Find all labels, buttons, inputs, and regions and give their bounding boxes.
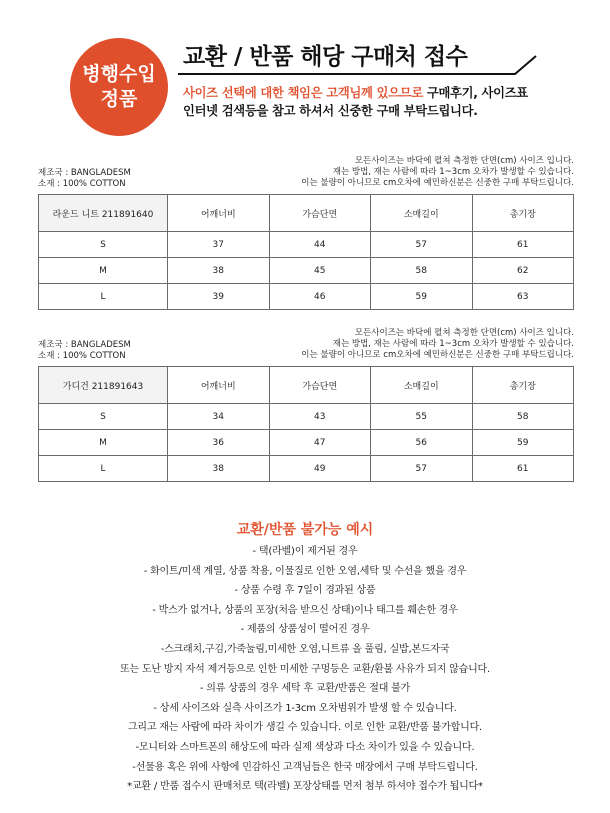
table-cell: 58: [371, 258, 473, 284]
table-header-row: [39, 195, 574, 232]
table-cell: 37: [168, 232, 270, 258]
table-cell: S: [39, 404, 168, 430]
table-header-cell: 가슴단면: [269, 367, 371, 404]
table-cell: 44: [269, 232, 371, 258]
origin-text: 제조국 : BANGLADESM: [38, 168, 131, 178]
table-header-cell: 가슴단면: [269, 195, 371, 232]
table-row: [39, 258, 574, 284]
table-header-cell: 어깨너비: [168, 367, 270, 404]
caution-list: [0, 542, 610, 797]
measure-note-3: 이는 불량이 아니므로 cm오차에 예민하신분은 신중한 구매 부탁드립니다.: [301, 178, 574, 188]
table-cell: 56: [371, 430, 473, 456]
table-header-cell: 총기장: [472, 367, 574, 404]
table-cell: 36: [168, 430, 270, 456]
table-header-cell: 소매길이: [371, 367, 473, 404]
table-cell: S: [39, 232, 168, 258]
table-cell: M: [39, 430, 168, 456]
notice-red-text: 사이즈 선택에 대한 책임은 고객님께 있으므로: [183, 86, 423, 100]
table-cell: 57: [371, 232, 473, 258]
table-cell: 45: [269, 258, 371, 284]
table-cell: 47: [269, 430, 371, 456]
table-row: [39, 456, 574, 482]
caution-line: -선물용 혹은 위에 사항에 민감하신 고객님들은 한국 매장에서 구매 부탁드립니다.: [132, 761, 478, 773]
caution-line: 그리고 재는 사람에 따라 차이가 생길 수 있습니다. 이로 인한 교환/반품 불가합니다.: [127, 722, 483, 734]
table-cell: 61: [472, 232, 574, 258]
caution-line: -스크래치,구김,가죽눌림,미세한 오염,니트류 올 풀림, 실밥,본드자국: [160, 643, 450, 655]
table-header-cell: 소매길이: [371, 195, 473, 232]
table-cell: 59: [472, 430, 574, 456]
table-cell: 58: [472, 404, 574, 430]
table-cell: 38: [168, 456, 270, 482]
product-meta: [38, 340, 131, 362]
table-cell: 62: [472, 258, 574, 284]
table-cell: 57: [371, 456, 473, 482]
table-row: [39, 284, 574, 310]
caution-line: - 박스가 없거나, 상품의 포장(처음 받으신 상태)이나 태그를 훼손한 경우: [152, 604, 458, 616]
table-cell: 63: [472, 284, 574, 310]
notice-text: 구매후기, 사이즈표: [422, 86, 528, 100]
caution-line: - 화이트/미색 계열, 상품 착용, 이물질로 인한 오염,세탁 및 수선을 했을 경우: [143, 565, 467, 577]
product-meta: [38, 168, 131, 190]
table-row: [39, 404, 574, 430]
badge-line2: 정품: [100, 88, 138, 110]
size-table: [38, 194, 574, 310]
badge-line1: 병행수입: [82, 63, 156, 85]
table-row: [39, 430, 574, 456]
measure-note-2: 재는 방법, 재는 사람에 따라 1~3cm 오차가 발생할 수 있습니다.: [332, 167, 574, 177]
table-header-cell: 라운드 니트 211891640: [39, 195, 168, 232]
table-cell: 46: [269, 284, 371, 310]
table-cell: L: [39, 456, 168, 482]
caution-line: 또는 도난 방지 자석 제거등으로 인한 미세한 구멍등은 교환/환불 사유가 되지 않습니다.: [119, 663, 490, 675]
measure-note-1: 모든사이즈는 바닥에 펼쳐 측정한 단면(cm) 사이즈 입니다.: [354, 156, 574, 166]
table-cell: 39: [168, 284, 270, 310]
parallel-import-badge: [70, 38, 168, 136]
measure-note-2: 재는 방법, 재는 사람에 따라 1~3cm 오차가 발생할 수 있습니다.: [332, 339, 574, 349]
table-row: [39, 232, 574, 258]
measure-note-3: 이는 불량이 아니므로 cm오차에 예민하신분은 신중한 구매 부탁드립니다.: [301, 350, 574, 360]
table-cell: 59: [371, 284, 473, 310]
material-text: 소재 : 100% COTTON: [38, 179, 126, 189]
caution-line: - 제품의 상품성이 떨어진 경우: [240, 624, 370, 636]
table-cell: 34: [168, 404, 270, 430]
table-cell: M: [39, 258, 168, 284]
measure-note-1: 모든사이즈는 바닥에 펼쳐 측정한 단면(cm) 사이즈 입니다.: [354, 328, 574, 338]
caution-line: - 택(라벨)이 제거된 경우: [252, 546, 358, 557]
table-cell: 61: [472, 456, 574, 482]
caution-line: - 의류 상품의 경우 세탁 후 교환/반품은 절대 불가: [199, 683, 411, 695]
table-cell: 49: [269, 456, 371, 482]
caution-line: - 상품 수령 후 7일이 경과된 상품: [234, 585, 376, 597]
table-header-cell: 어깨너비: [168, 195, 270, 232]
notice-line2: 인터넷 검색등을 참고 하셔서 신중한 구매 부탁드립니다.: [183, 104, 478, 118]
table-cell: 43: [269, 404, 371, 430]
measure-notes: [301, 156, 574, 189]
table-cell: 55: [371, 404, 473, 430]
caution-line: -모니터와 스마트폰의 해상도에 따라 실제 색상과 다소 차이가 있을 수 있습니다.: [135, 741, 475, 753]
size-table: [38, 366, 574, 482]
table-cell: L: [39, 284, 168, 310]
table-cell: 38: [168, 258, 270, 284]
table-header-row: [39, 367, 574, 404]
size-notice: [183, 84, 528, 120]
measure-notes: [301, 328, 574, 361]
table-header-cell: 총기장: [472, 195, 574, 232]
page-title: 교환 / 반품 해당 구매처 접수: [183, 44, 468, 70]
caution-title: 교환/반품 불가능 예시: [236, 522, 374, 538]
material-text: 소재 : 100% COTTON: [38, 351, 126, 361]
origin-text: 제조국 : BANGLADESM: [38, 340, 131, 350]
caution-line: *교환 / 반품 접수시 판매처로 택(라벨) 포장상태를 먼저 첨부 하셔야 접수가 됩니다*: [127, 781, 483, 793]
table-header-cell: 가디건 211891643: [39, 367, 168, 404]
caution-line: - 상세 사이즈와 실측 사이즈가 1-3cm 오차범위가 발생 할 수 있습니다.: [153, 702, 457, 714]
